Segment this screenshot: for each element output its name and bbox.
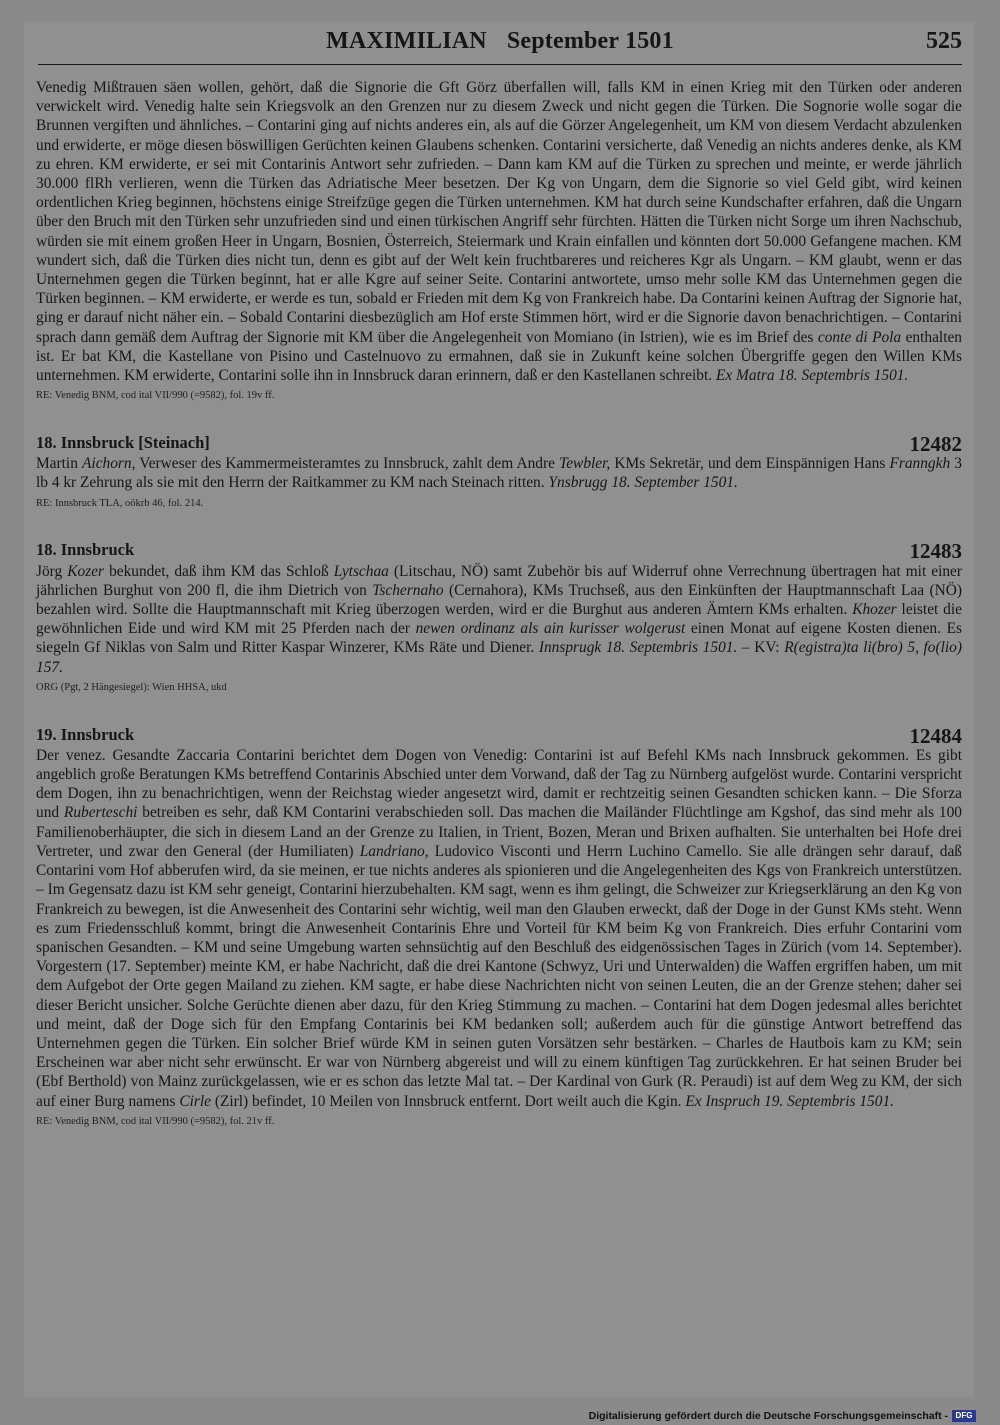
running-header bbox=[38, 24, 962, 65]
entry-italic-part: Kozer bbox=[67, 562, 105, 580]
entry-place: 18. Innsbruck bbox=[36, 540, 135, 560]
entry-italic-part: Aichorn, bbox=[82, 455, 136, 473]
page-title bbox=[38, 28, 962, 55]
entry-text-part: einen Monat auf eigene Kosten dienen. Es siegeln Gf Niklas von Salm und Ritter Kaspar Winzerer, KMs Räte und Diener. bbox=[36, 620, 962, 657]
entry-header bbox=[36, 430, 962, 457]
entry-text bbox=[36, 746, 962, 1111]
entry-italic-part: Khozer bbox=[852, 601, 897, 619]
page-number: 525 bbox=[926, 28, 962, 54]
intro-text-1: Venedig Mißtrauen säen wollen, gehört, daß die Signorie die Gft Görz überfallen will, falls KM in einen Krieg mit den Türken oder anderen verwickelt wird. Venedig halte sein Kriegsvolk an den Grenzen nur zu diesem Zweck und nicht gegen die Türken. Die Sognorie wolle sogar die Brunnen vergiften und ähnliches. – Contarini ging auf nichts anderes ein, als auf die Görzer Angelegenheit, um KM von diesem Verdacht abzulenken und erwiderte, er möge diesen böswilligen Gerüchten keinen Glaubens schenken. Contarini versicherte, daß Venedig an nichts anderes denke, als KM zu ehren. KM erwiderte, er sei mit Contarinis Antwort sehr zufrieden. – Dann kam KM auf die Türken zu sprechen und meinte, er werde jährlich 30.000 flRh verlieren, wenn die Türken das Adriatische Meer besetzen. Der Kg von Ungarn, dem die Signorie so viel Geld gibt, wird keinen ordentlichen Krieg beginnen, höchstens einige Streifzüge gegen die Türken unternehmen. KM hat durch seine Kundschafter erfahren, daß die Ungarn über den Bruch mit den Türken sehr unzufrieden sind und einen türkischen Angriff sehr fürchten. Hätten die Türken nicht Sorge um ihren Nachschub, würden sie mit einem großen Heer in Ungarn, Bosnien, Österreich, Steiermark und Krain einfallen und könnten dort 50.000 Gefangene machen. KM wundert sich, daß die Türken dies nicht tun, denn es gibt auf der Welt kein fruchtbareres und reicheres Kgr als Ungarn. – KM glaubt, wenn er das Unternehmen gegen die Türken beginnt, hat er alle Kgre auf seiner Seite. Contarini antwortete, umso mehr solle KM das Unternehmen gegen die Türken beginnen. – KM erwiderte, er werde es tun, sobald er Frieden mit dem Kg von Frankreich habe. Da Contarini keinen Auftrag der Signorie hat, ging er darauf nicht näher ein. – Sobald Contarini diesbezüglich am Hof erste Stimmen hört, wird er die Signorie davon benachrichtigen. – Contarini sprach dann gemäß dem Auftrag der Signorie mit KM über die Angelegenheit von Momiano (in Istrien), wie es im Brief des bbox=[36, 79, 962, 346]
entry-text-part: KMs Sekretär, und dem Einspännigen Hans bbox=[610, 455, 890, 473]
entry-number: 12484 bbox=[909, 723, 962, 748]
entry-text-part: bekundet, daß ihm KM das Schloß bbox=[104, 562, 334, 580]
entry-text-part: – KV: bbox=[737, 639, 785, 657]
entry-italic-part: newen ordinanz als ain kurisser wolgerust bbox=[415, 620, 686, 638]
entry-text-part: Jörg bbox=[36, 562, 68, 580]
entry-text-part: (Zirl) befindet, 10 Meilen von Innsbruck entfernt. Dort weilt auch die Kgin. bbox=[210, 1092, 686, 1110]
entry-reference: ORG (Pgt, 2 Hängesiegel): Wien HHSA, ukd bbox=[36, 681, 227, 693]
entry-italic-part: Tewbler, bbox=[559, 455, 611, 473]
entry-italic-part: Ynsbrugg 18. September 1501. bbox=[548, 474, 738, 492]
entry-reference: RE: Venedig BNM, cod ital VII/990 (=9582), fol. 21v ff. bbox=[36, 1115, 275, 1127]
entry-italic-part: Landriano, bbox=[359, 842, 429, 860]
intro-text-2: enthalten ist. Er bat KM, die Kastellane von Pisino und Castelnuovo zu ermahnen, daß sie in Zukunft keine solchen Übergriffe gegen den Willen KMs unternehmen. KM erwiderte, Contarini solle ihn in Innsbruck daran erinnern, daß er den Kastellanen schreibt. bbox=[36, 328, 962, 385]
header-title-right: September 1501 bbox=[506, 28, 674, 54]
entry-italic-part: R(egistra)ta li(bro) 5, fo(lio) 157. bbox=[36, 639, 962, 676]
entry-italic-part: Cirle bbox=[179, 1092, 211, 1110]
intro-section bbox=[36, 78, 962, 403]
digitization-footer bbox=[589, 1410, 976, 1422]
entry-text bbox=[36, 562, 962, 677]
entry-12483 bbox=[36, 538, 962, 695]
entry-text-part: 3 lb 4 kr Zehrung als sie mit den Herrn der Raitkammer zu KM nach Steinach ritten. bbox=[36, 455, 962, 492]
entry-place: 18. Innsbruck [Steinach] bbox=[36, 433, 210, 453]
entry-text-part: Der venez. Gesandte Zaccaria Contarini berichtet dem Dogen von Venedig: Contarini ist auf Befehl KMs nach Innsbruck gekommen. Es gibt angeblich große Beratungen KMs betreffend Contarinis Abschied unter dem Vorwand, daß der Tag zu Nürnberg aufgelöst wurde. Contarini verspricht dem Dogen, ihn zu benachrichtigen, wenn der Reichstag wieder angesetzt wird, damit er rechtzeitig seinen Gesandten schicken kann. – Die Sforza und bbox=[36, 746, 962, 822]
entry-number: 12483 bbox=[909, 539, 962, 564]
intro-reference: RE: Venedig BNM, cod ital VII/990 (=9582), fol. 19v ff. bbox=[36, 390, 275, 402]
entry-text-part: leistet die gewöhnlichen Eide und wird KM mit 25 Pferden nach der bbox=[36, 601, 962, 638]
entry-12484 bbox=[36, 722, 962, 1129]
entry-text-part: betreiben es sehr, daß KM Contarini verabschieden soll. Das machen die Mailänder Flüchtlinge am Kgshof, das sind mehr als 100 Familienoberhäupter, die sich in diesem Land an der Grenze zu Italien, in Trient, Bozen, Meran und Brixen aufhalten. Sie unterhalten bei Hofe drei Vertreter, und zwar den General (der Humiliaten) bbox=[36, 804, 963, 860]
entry-text-part: (Litschau, NÖ) samt Zubehör bis auf Widerruf ohne Verrechnung übertragen hat mit einer jährlichen Burghut von 200 fl, die ihm Dietrich von bbox=[36, 562, 962, 599]
document-body bbox=[36, 78, 962, 1129]
entry-number: 12482 bbox=[909, 432, 962, 457]
entry-italic-part: Lytschaa bbox=[333, 562, 389, 580]
entry-12482 bbox=[36, 430, 962, 510]
entry-italic-part: Innsprugk 18. Septembris 1501. bbox=[538, 639, 738, 657]
intro-italic-2: Ex Matra 18. Septembris 1501. bbox=[715, 367, 909, 385]
entry-italic-part: Franngkh bbox=[889, 455, 951, 473]
intro-italic-1: conte di Pola bbox=[817, 328, 902, 346]
intro-paragraph bbox=[36, 78, 962, 385]
entry-text-part: (Cernahora), KMs Truchseß, aus den Einkünften der Hauptmannschaft Laa (NÖ) bezahlen wird. Sollte die Hauptmannschaft mit Krieg überzogen werden, wird er die Burghut aus anderen Ämtern KMs erhalten. bbox=[36, 581, 962, 619]
entry-text-part: Ludovico Visconti und Herrn Luchino Camello. Sie alle drängen sehr darauf, daß Contarini vom Hof abberufen wird, da sie meinen, er tue nichts anderes als spionieren und die Angelegenheiten des Kgs von Frankreich unterstützen. – Im Gegensatz dazu ist KM sehr geneigt, Contarini hierzubehalten. KM sagt, wenn es ihm gelingt, die Schweizer zur Kriegserklärung an den Kg von Frankreich zu bewegen, ist die Anwesenheit des Contarini sehr wichtig, weil man den Glauben erweckt, daß der Doge in der Gunst KMs steht. Wenn es zum Friedensschluß kommt, bringt die Anwesenheit Contarinis Ehre und Vorteil für KM beim Kg von Frankreich. Dies erfuhr Contarini vom spanischen Gesandten. – KM und seine Umgebung warten sehnsüchtig auf den Beschluß des eidgenössischen Tages in Zürich (vom 14. September). Vorgestern (17. September) meinte KM, er habe Nachricht, daß die drei Kantone (Schwyz, Uri und Unterwalden) die Waffen ergriffen haben, um mit dem Aufgebot der Orte gegen Mailand zu ziehen. KM sagte, er habe diese Nachrichten nicht von seinen Leuten, die an der Grenze stehen; daher sei dieser Bericht unsicher. Solche Gerüchte dienen aber dazu, für den Krieg Stimmung zu machen. – Contarini hat dem Dogen jedesmal alles berichtet und meint, daß der Doge sich für den Empfang Contarinis bei KM bedanken soll; außerdem auch für die günstige Antwort betreffend das Unternehmen gegen die Türken. Ein solcher Brief würde KM in seinen guten Vorsätzen sehr bestärken. – Charles de Hautbois kam zu KM; sein Erscheinen war aber nicht sehr erwünscht. Er war von Nürnberg abgereist und will zu einem künftigen Tag zurückkehren. Er hat seinen Bruder bei (Ebf Berthold) von Mainz zurückgelassen, wie er es schon das letzte Mal tat. – Der Kardinal von Gurk (R. Peraudi) ist auf dem Weg zu KM, der sich auf einer Burg namens bbox=[36, 842, 962, 1110]
entry-italic-part: Ex Inspruch 19. Septembris 1501. bbox=[685, 1092, 894, 1110]
entry-italic-part: Tschernaho bbox=[372, 581, 444, 599]
entry-place: 19. Innsbruck bbox=[36, 724, 135, 744]
entry-italic-part: Ruberteschi bbox=[63, 804, 138, 822]
entry-header bbox=[36, 722, 962, 746]
header-title-left: MAXIMILIAN bbox=[326, 28, 487, 54]
entry-header bbox=[36, 538, 962, 562]
entry-reference: RE: Innsbruck TLA, oökrb 46, fol. 214. bbox=[36, 497, 204, 509]
footer-text: Digitalisierung gefördert durch die Deutsche Forschungsgemeinschaft - bbox=[588, 1410, 948, 1422]
entry-text-part: Martin bbox=[36, 455, 83, 473]
entry-text-part: Verweser des Kammermeisteramtes zu Innsbruck, zahlt dem Andre bbox=[135, 455, 560, 473]
document-page bbox=[24, 22, 974, 1397]
dfg-logo[interactable]: DFG bbox=[952, 1410, 976, 1422]
entry-text bbox=[36, 454, 962, 492]
